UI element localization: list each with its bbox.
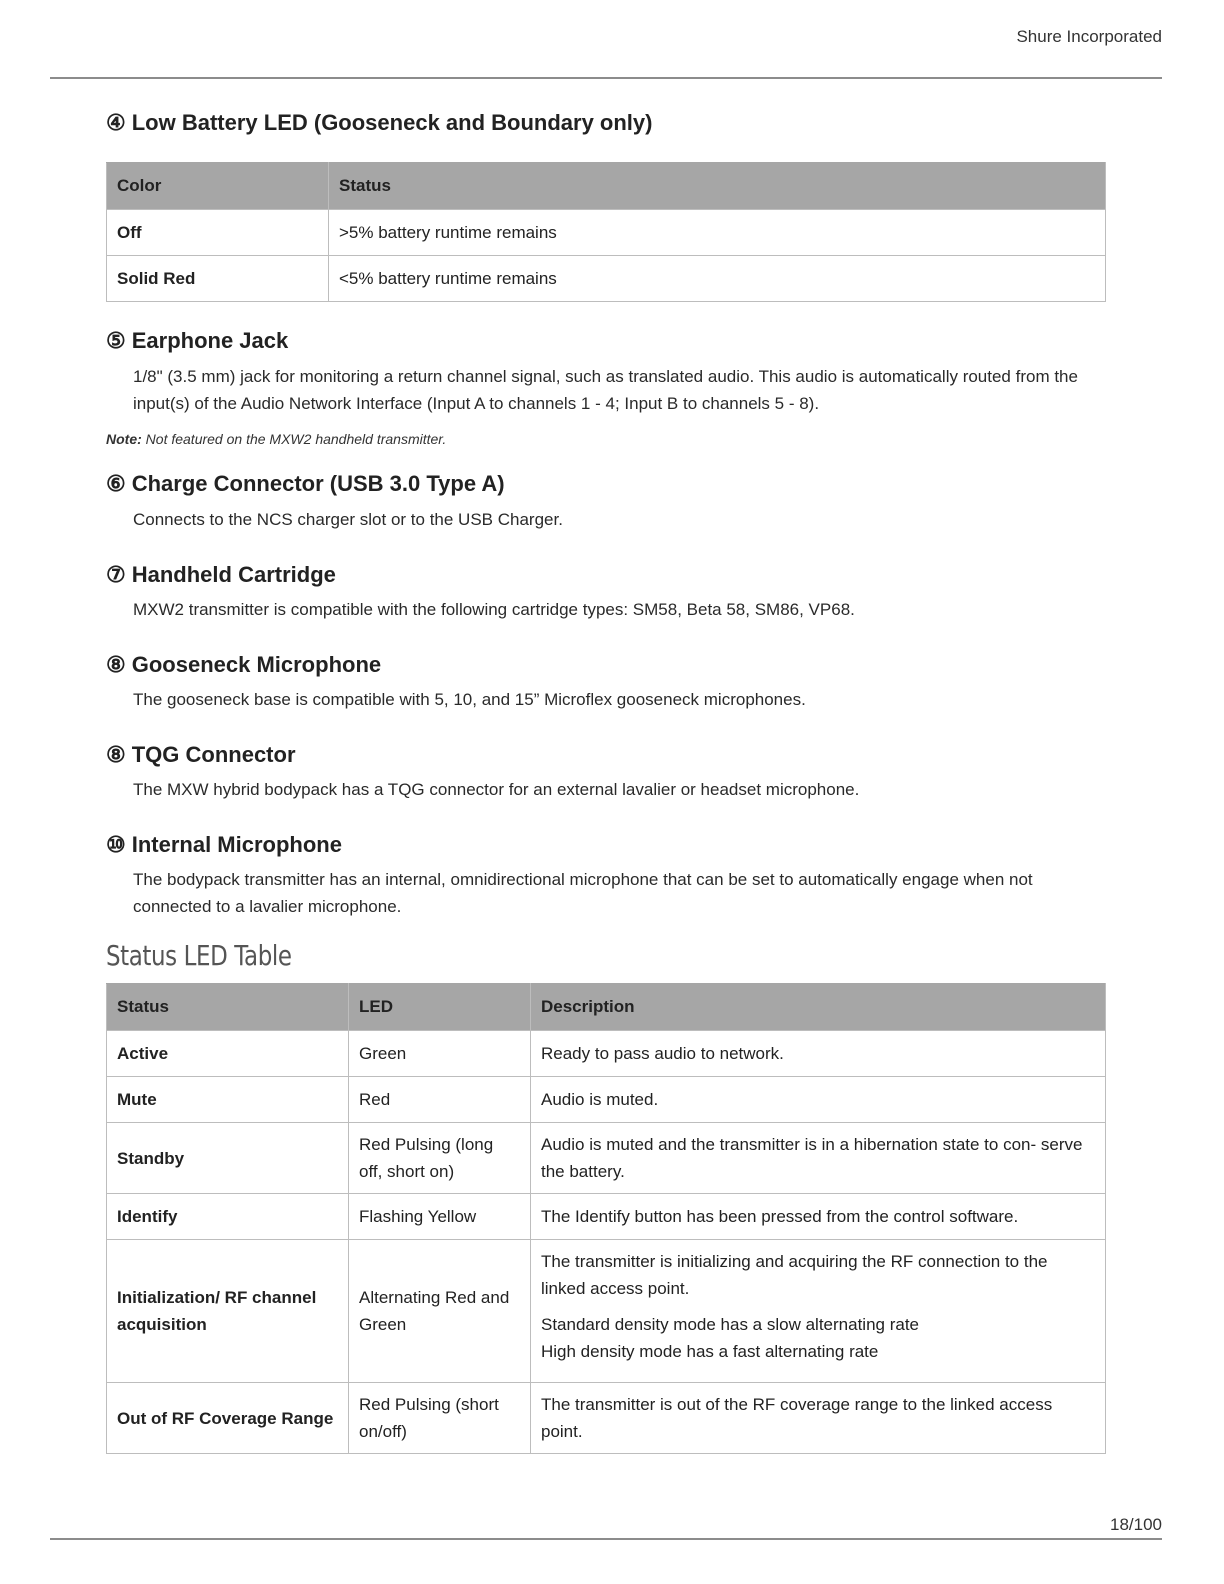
earphone-jack-description: 1/8" (3.5 mm) jack for monitoring a return channel signal, such as translated audio. This audio is automatically routed from the input(s) of the Audio Network Interface (Input A to channels 1 - 4; Input B to channels 5 - 8). [133,367,1078,413]
section-number: ⑧ [106,652,126,677]
paragraph-spacer [541,1302,1095,1311]
gooseneck-microphone-description: The gooseneck base is compatible with 5, 10, and 15” Microflex gooseneck microphones. [133,690,806,709]
table-cell-led: Red Pulsing (long off, short on) [349,1123,531,1194]
table-cell-color: Off [107,210,329,256]
section-number: ⑤ [106,328,126,353]
table-cell-status: Standby [107,1123,349,1194]
section-number: ⑩ [106,832,126,857]
table-row [107,1031,1106,1077]
page-number: 18/100 [1110,1515,1162,1534]
table-row [107,1123,1106,1194]
table-cell-status: <5% battery runtime remains [329,256,1106,302]
charge-connector-description: Connects to the NCS charger slot or to the USB Charger. [133,510,563,529]
table-cell-status: Out of RF Coverage Range [107,1383,349,1454]
section-number: ⑦ [106,562,126,587]
column-header-led: LED [349,984,531,1031]
note-text: Not featured on the MXW2 handheld transmitter. [145,431,447,447]
table-row [107,1077,1106,1123]
status-led-table-title: Status LED Table [106,939,292,972]
note [106,429,1106,449]
table-cell-description [531,1240,1106,1383]
table-cell-led: Red Pulsing (short on/off) [349,1383,531,1454]
table-cell-status: Initialization/ RF channel acquisition [107,1240,349,1383]
table-cell-color: Solid Red [107,256,329,302]
tqg-connector-description: The MXW hybrid bodypack has a TQG connector for an external lavalier or headset microphone. [133,780,860,799]
section-title-handheld-cartridge: ⑦ Handheld Cartridge [106,558,1106,592]
column-header-color: Color [107,163,329,210]
table-cell-led: Red [349,1077,531,1123]
section-title-low-battery: ④ Low Battery LED (Gooseneck and Boundary only) [106,106,1106,140]
description-line: High density mode has a fast alternating rate [541,1342,879,1361]
table-row [107,210,1106,256]
page-header [50,0,1162,79]
column-header-status: Status [107,984,349,1031]
low-battery-table [106,162,1106,302]
section-title-gooseneck-microphone: ⑧ Gooseneck Microphone [106,648,1106,682]
section-title-internal-microphone: ⑩ Internal Microphone [106,828,1106,862]
table-cell-led: Alternating Red and Green [349,1240,531,1383]
internal-microphone-description: The bodypack transmitter has an internal, omnidirectional microphone that can be set to automatically engage when not connected to a lavalier microphone. [133,870,1033,916]
section-title-tqg-connector: ⑧ TQG Connector [106,738,1106,772]
table-cell-description: The transmitter is out of the RF coverage range to the linked access point. [531,1383,1106,1454]
table-cell-description: Audio is muted and the transmitter is in a hibernation state to con- serve the battery. [531,1123,1106,1194]
handheld-cartridge-description: MXW2 transmitter is compatible with the following cartridge types: SM58, Beta 58, SM86, VP68. [133,600,855,619]
section-title-charge-connector: ⑥ Charge Connector (USB 3.0 Type A) [106,467,1106,501]
description-line: Standard density mode has a slow alternating rate [541,1315,920,1334]
status-led-table [106,983,1106,1454]
section-number: ④ [106,110,126,135]
table-cell-led: Green [349,1031,531,1077]
table-header-row [107,163,1106,210]
note-label: Note: [106,431,142,447]
section-number: ⑧ [106,742,126,767]
column-header-description: Description [531,984,1106,1031]
description-paragraph: The transmitter is initializing and acquiring the RF connection to the linked access point. [541,1252,1048,1298]
table-cell-description: The Identify button has been pressed from the control software. [531,1194,1106,1240]
table-cell-status: Identify [107,1194,349,1240]
table-cell-status: Active [107,1031,349,1077]
table-row [107,1383,1106,1454]
page-content [106,106,1106,1454]
section-title-earphone-jack: ⑤ Earphone Jack [106,324,1106,358]
table-row [107,256,1106,302]
section-number: ⑥ [106,471,126,496]
table-cell-description: Ready to pass audio to network. [531,1031,1106,1077]
table-row [107,1194,1106,1240]
table-cell-status: >5% battery runtime remains [329,210,1106,256]
table-cell-status: Mute [107,1077,349,1123]
page-footer [50,1511,1162,1540]
column-header-status: Status [329,163,1106,210]
table-cell-description: Audio is muted. [531,1077,1106,1123]
table-header-row [107,984,1106,1031]
table-row [107,1240,1106,1383]
company-name: Shure Incorporated [1016,27,1162,46]
table-cell-led: Flashing Yellow [349,1194,531,1240]
